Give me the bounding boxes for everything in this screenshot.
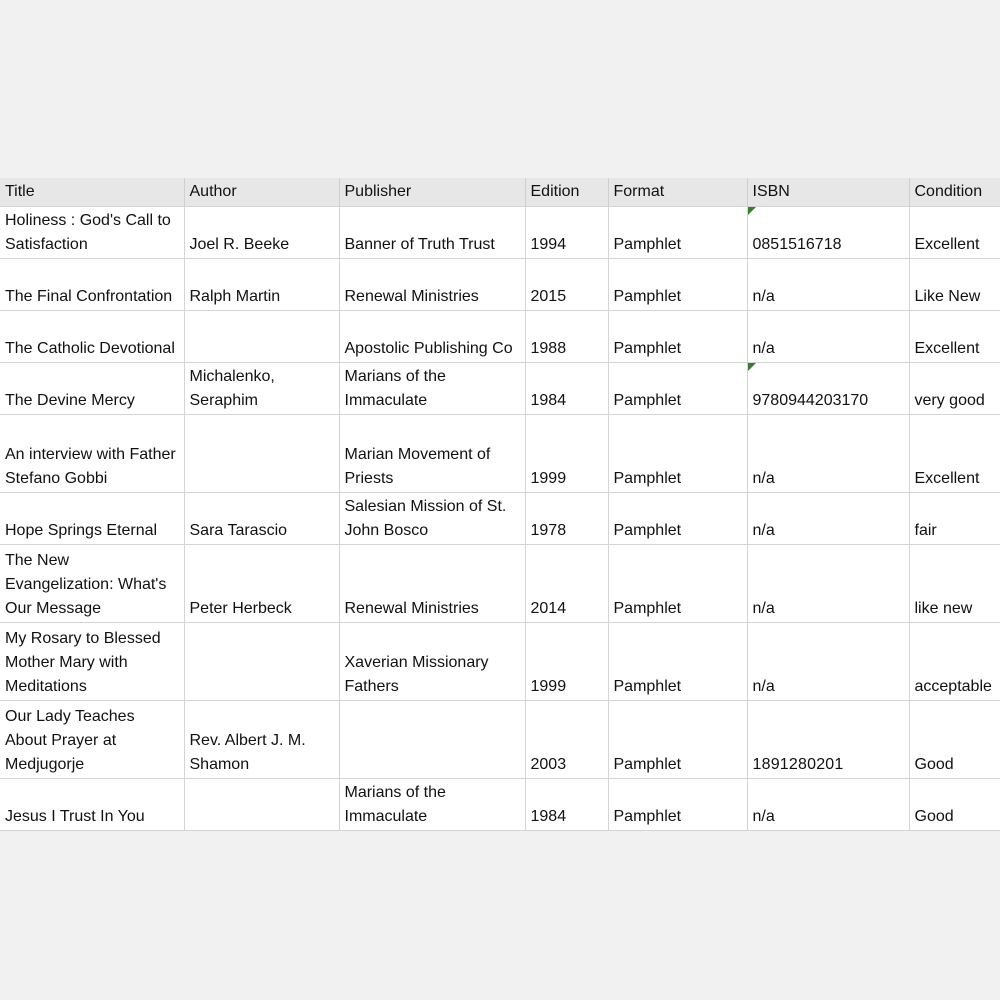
cell-title[interactable]: My Rosary to Blessed Mother Mary with Meditations: [0, 623, 184, 701]
spreadsheet: [0, 178, 1000, 831]
cell-format[interactable]: Pamphlet: [608, 779, 747, 831]
table-row: [0, 311, 1000, 363]
cell-publisher[interactable]: Banner of Truth Trust: [339, 207, 525, 259]
cell-title[interactable]: Our Lady Teaches About Prayer at Medjugorje: [0, 701, 184, 779]
cell-isbn[interactable]: n/a: [747, 779, 909, 831]
cell-title[interactable]: Hope Springs Eternal: [0, 493, 184, 545]
cell-edition[interactable]: 1984: [525, 363, 608, 415]
cell-condition[interactable]: Good: [909, 779, 1000, 831]
cell-isbn[interactable]: [747, 363, 909, 415]
cell-author[interactable]: Rev. Albert J. M. Shamon: [184, 701, 339, 779]
data-table: [0, 178, 1000, 831]
cell-edition[interactable]: 1994: [525, 207, 608, 259]
cell-author[interactable]: Peter Herbeck: [184, 545, 339, 623]
cell-edition[interactable]: 2015: [525, 259, 608, 311]
cell-author[interactable]: Michalenko, Seraphim: [184, 363, 339, 415]
cell-condition[interactable]: Like New: [909, 259, 1000, 311]
cell-author[interactable]: Joel R. Beeke: [184, 207, 339, 259]
cell-format[interactable]: Pamphlet: [608, 311, 747, 363]
cell-publisher[interactable]: Salesian Mission of St. John Bosco: [339, 493, 525, 545]
cell-isbn[interactable]: n/a: [747, 415, 909, 493]
column-header-edition[interactable]: Edition: [525, 178, 608, 207]
table-row: [0, 363, 1000, 415]
cell-edition[interactable]: 1984: [525, 779, 608, 831]
cell-condition[interactable]: like new: [909, 545, 1000, 623]
cell-condition[interactable]: Excellent: [909, 415, 1000, 493]
cell-edition[interactable]: 1988: [525, 311, 608, 363]
cell-title[interactable]: The New Evangelization: What's Our Message: [0, 545, 184, 623]
cell-title[interactable]: Holiness : God's Call to Satisfaction: [0, 207, 184, 259]
table-row: [0, 779, 1000, 831]
cell-condition[interactable]: very good: [909, 363, 1000, 415]
cell-isbn-value: 0851516718: [752, 236, 842, 253]
cell-publisher[interactable]: Marian Movement of Priests: [339, 415, 525, 493]
cell-title[interactable]: Jesus I Trust In You: [0, 779, 184, 831]
cell-format[interactable]: Pamphlet: [608, 259, 747, 311]
table-row: [0, 415, 1000, 493]
cell-format[interactable]: Pamphlet: [608, 363, 747, 415]
cell-edition[interactable]: 2014: [525, 545, 608, 623]
cell-format[interactable]: Pamphlet: [608, 415, 747, 493]
cell-isbn[interactable]: 1891280201: [747, 701, 909, 779]
column-header-title[interactable]: Title: [0, 178, 184, 207]
error-indicator-icon: [748, 363, 756, 371]
table-row: [0, 207, 1000, 259]
cell-title[interactable]: The Catholic Devotional: [0, 311, 184, 363]
cell-condition[interactable]: Good: [909, 701, 1000, 779]
header-row: [0, 178, 1000, 207]
cell-format[interactable]: Pamphlet: [608, 207, 747, 259]
cell-publisher[interactable]: [339, 701, 525, 779]
cell-isbn-value: 9780944203170: [752, 392, 869, 409]
cell-isbn[interactable]: n/a: [747, 493, 909, 545]
cell-author[interactable]: [184, 415, 339, 493]
cell-isbn[interactable]: n/a: [747, 311, 909, 363]
error-indicator-icon: [748, 207, 756, 215]
cell-title[interactable]: The Final Confrontation: [0, 259, 184, 311]
cell-publisher[interactable]: Xaverian Missionary Fathers: [339, 623, 525, 701]
cell-isbn[interactable]: [747, 207, 909, 259]
cell-format[interactable]: Pamphlet: [608, 701, 747, 779]
cell-isbn[interactable]: n/a: [747, 623, 909, 701]
cell-author[interactable]: [184, 623, 339, 701]
table-row: [0, 493, 1000, 545]
table-row: [0, 545, 1000, 623]
column-header-format[interactable]: Format: [608, 178, 747, 207]
cell-edition[interactable]: 1999: [525, 415, 608, 493]
column-header-author[interactable]: Author: [184, 178, 339, 207]
cell-author[interactable]: Sara Tarascio: [184, 493, 339, 545]
table-row: [0, 259, 1000, 311]
cell-publisher[interactable]: Marians of the Immaculate: [339, 779, 525, 831]
cell-format[interactable]: Pamphlet: [608, 545, 747, 623]
cell-condition[interactable]: acceptable: [909, 623, 1000, 701]
column-header-publisher[interactable]: Publisher: [339, 178, 525, 207]
column-header-condition[interactable]: Condition: [909, 178, 1000, 207]
cell-condition[interactable]: Excellent: [909, 311, 1000, 363]
cell-title[interactable]: An interview with Father Stefano Gobbi: [0, 415, 184, 493]
table-row: [0, 701, 1000, 779]
cell-format[interactable]: Pamphlet: [608, 493, 747, 545]
cell-author[interactable]: Ralph Martin: [184, 259, 339, 311]
column-header-isbn[interactable]: ISBN: [747, 178, 909, 207]
cell-isbn[interactable]: n/a: [747, 545, 909, 623]
table-row: [0, 623, 1000, 701]
cell-isbn[interactable]: n/a: [747, 259, 909, 311]
cell-condition[interactable]: fair: [909, 493, 1000, 545]
cell-condition[interactable]: Excellent: [909, 207, 1000, 259]
cell-publisher[interactable]: Marians of the Immaculate: [339, 363, 525, 415]
cell-publisher[interactable]: Apostolic Publishing Co: [339, 311, 525, 363]
cell-title[interactable]: The Devine Mercy: [0, 363, 184, 415]
cell-edition[interactable]: 2003: [525, 701, 608, 779]
cell-author[interactable]: [184, 779, 339, 831]
cell-edition[interactable]: 1978: [525, 493, 608, 545]
cell-publisher[interactable]: Renewal Ministries: [339, 259, 525, 311]
cell-publisher[interactable]: Renewal Ministries: [339, 545, 525, 623]
cell-author[interactable]: [184, 311, 339, 363]
cell-format[interactable]: Pamphlet: [608, 623, 747, 701]
cell-edition[interactable]: 1999: [525, 623, 608, 701]
